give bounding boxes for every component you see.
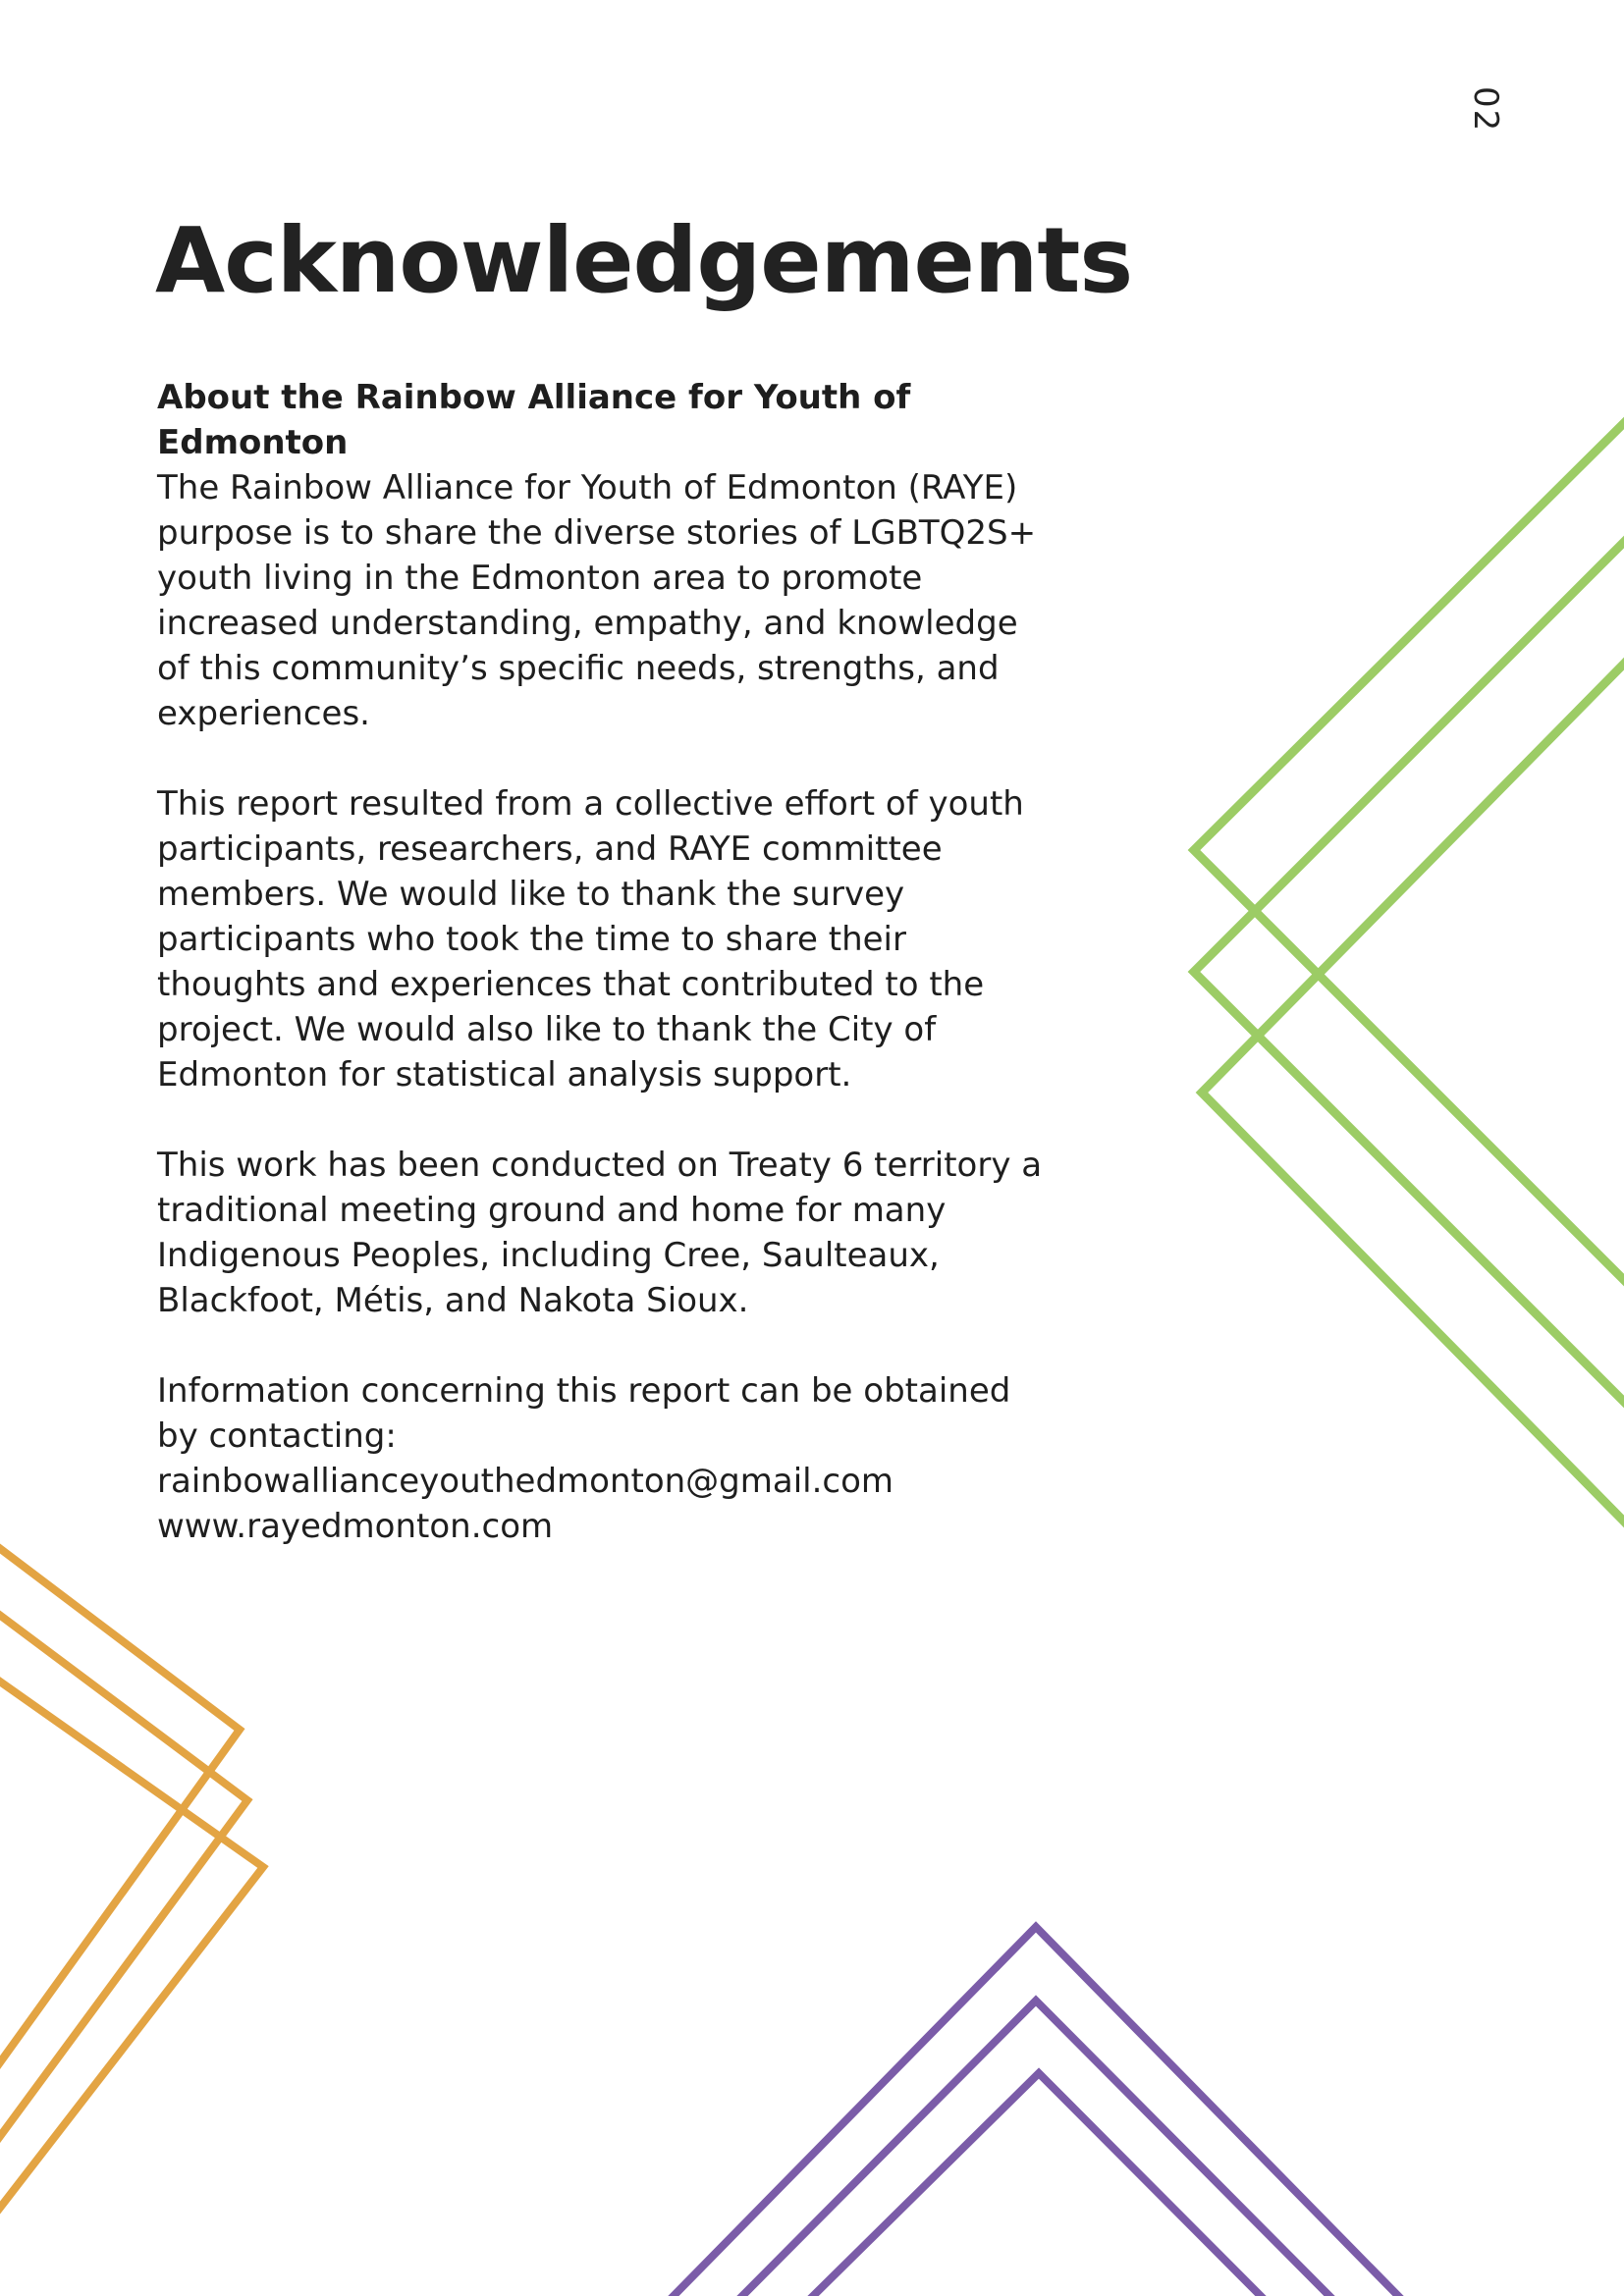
purple-chevron: [807, 2073, 1267, 2296]
thanks-text-line: participants who took the time to share their: [157, 920, 906, 959]
land-text-line: This work has been conducted on Treaty 6 territory a: [157, 1146, 1043, 1185]
about-section: [157, 375, 1041, 736]
about-text-line: The Rainbow Alliance for Youth of Edmonton (RAYE): [157, 468, 1018, 507]
thanks-text-line: thoughts and experiences that contributed to the: [157, 965, 985, 1004]
contact-text-line: by contacting:: [157, 1416, 397, 1456]
orange-chevron: [0, 1675, 263, 2220]
purple-chevrons: [668, 1927, 1404, 2296]
about-text-line: youth living in the Edmonton area to promote: [157, 559, 923, 598]
green-chevrons: [1194, 417, 1624, 1527]
about-text-line: experiences.: [157, 694, 370, 733]
thanks-section: [157, 781, 1041, 1097]
contact-email-link[interactable]: rainbowallianceyouthedmonton@gmail.com: [157, 1462, 894, 1501]
thanks-text-line: Edmonton for statistical analysis support.: [157, 1055, 852, 1095]
green-chevron: [1194, 417, 1624, 1286]
purple-chevron: [668, 1927, 1404, 2296]
green-chevron: [1194, 536, 1624, 1408]
land-text-line: traditional meeting ground and home for many: [157, 1191, 947, 1230]
contact-section: [157, 1368, 1041, 1549]
about-text-line: of this community’s specific needs, strengths, and: [157, 649, 1000, 688]
green-chevron: [1202, 658, 1624, 1527]
acknowledgements-body: [157, 375, 1041, 1594]
thanks-text-line: members. We would like to thank the survey: [157, 875, 905, 914]
contact-text-line: Information concerning this report can be obtained: [157, 1371, 1011, 1411]
orange-chevron: [0, 1541, 240, 2076]
about-heading-line-2: Edmonton: [157, 423, 349, 462]
land-acknowledgement-section: [157, 1143, 1041, 1323]
thanks-text-line: This report resulted from a collective effort of youth: [157, 784, 1024, 824]
orange-chevron: [0, 1608, 247, 2150]
page-title: Acknowledgements: [155, 208, 1133, 313]
orange-chevrons: [0, 1541, 263, 2220]
land-text-line: Blackfoot, Métis, and Nakota Sioux.: [157, 1281, 749, 1320]
thanks-text-line: project. We would also like to thank the City of: [157, 1010, 937, 1049]
about-heading-line-1: About the Rainbow Alliance for Youth of: [157, 378, 911, 417]
contact-website-link[interactable]: www.rayedmonton.com: [157, 1507, 554, 1546]
land-text-line: Indigenous Peoples, including Cree, Saulteaux,: [157, 1236, 940, 1275]
about-text-line: increased understanding, empathy, and knowledge: [157, 604, 1018, 643]
page-number: 02: [1466, 86, 1505, 133]
thanks-text-line: participants, researchers, and RAYE committee: [157, 829, 943, 869]
purple-chevron: [736, 2001, 1335, 2296]
about-text-line: purpose is to share the diverse stories of LGBTQ2S+: [157, 513, 1037, 553]
